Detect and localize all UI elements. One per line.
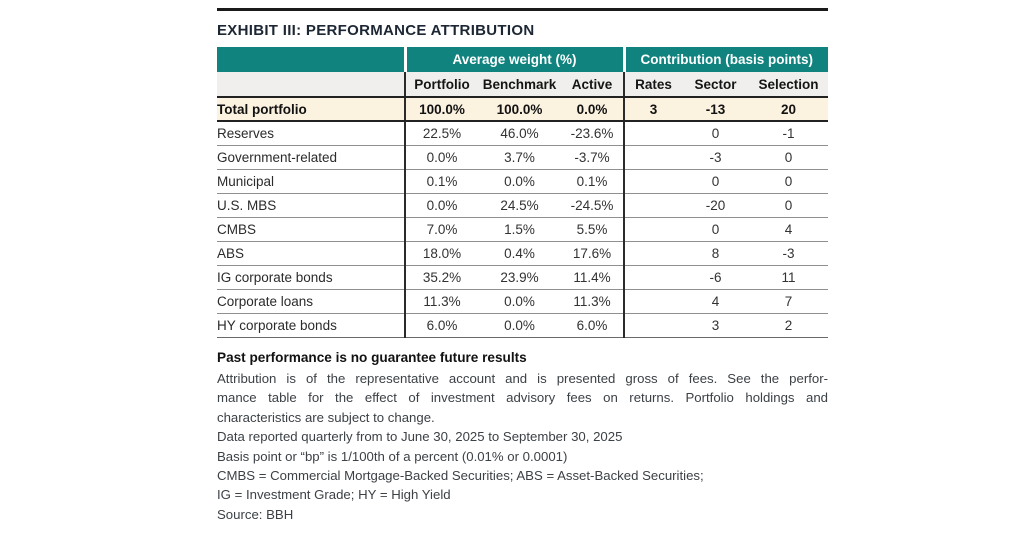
value-cell: 0.1% bbox=[561, 169, 624, 193]
row-label: HY corporate bonds bbox=[217, 313, 405, 337]
value-cell: -3 bbox=[749, 241, 828, 265]
table-row-municipal bbox=[217, 169, 828, 193]
value-cell: -3 bbox=[682, 145, 749, 169]
value-cell: 8 bbox=[682, 241, 749, 265]
table-row-reserves bbox=[217, 121, 828, 145]
row-label: Government-related bbox=[217, 145, 405, 169]
row-label: IG corporate bonds bbox=[217, 265, 405, 289]
value-cell: 100.0% bbox=[478, 97, 561, 121]
value-cell bbox=[624, 241, 682, 265]
value-cell: 0.0% bbox=[405, 145, 478, 169]
column-header-row-label bbox=[217, 72, 405, 97]
value-cell: 7 bbox=[749, 289, 828, 313]
value-cell: 35.2% bbox=[405, 265, 478, 289]
row-label: CMBS bbox=[217, 217, 405, 241]
notes-section bbox=[217, 348, 828, 525]
value-cell: 5.5% bbox=[561, 217, 624, 241]
value-cell: 0 bbox=[749, 193, 828, 217]
note-line: CMBS = Commercial Mortgage-Backed Securities; ABS = Asset-Backed Securities; bbox=[217, 467, 704, 483]
value-cell bbox=[624, 265, 682, 289]
value-cell: 0.0% bbox=[561, 97, 624, 121]
row-label: ABS bbox=[217, 241, 405, 265]
row-label: Reserves bbox=[217, 121, 405, 145]
value-cell: 11.3% bbox=[405, 289, 478, 313]
column-header-portfolio: Portfolio bbox=[405, 72, 478, 97]
group-header-contribution: Contribution (basis points) bbox=[624, 47, 828, 72]
top-rule bbox=[217, 8, 828, 11]
value-cell bbox=[624, 289, 682, 313]
group-header-average-weight: Average weight (%) bbox=[405, 47, 624, 72]
table-row-abs bbox=[217, 241, 828, 265]
exhibit-title: EXHIBIT III: PERFORMANCE ATTRIBUTION bbox=[217, 22, 535, 39]
value-cell bbox=[624, 313, 682, 337]
note-line: Data reported quarterly from to June 30, 2025 to September 30, 2025 bbox=[217, 429, 623, 445]
column-header-active: Active bbox=[561, 72, 624, 97]
value-cell: 2 bbox=[749, 313, 828, 337]
value-cell bbox=[624, 193, 682, 217]
value-cell: 0 bbox=[749, 169, 828, 193]
row-label: Corporate loans bbox=[217, 289, 405, 313]
value-cell: 11.4% bbox=[561, 265, 624, 289]
value-cell: 0.4% bbox=[478, 241, 561, 265]
group-header-spacer bbox=[217, 47, 405, 72]
column-header-rates: Rates bbox=[624, 72, 682, 97]
value-cell: 23.9% bbox=[478, 265, 561, 289]
value-cell: 0.0% bbox=[405, 193, 478, 217]
note-line: characteristics are subject to change. bbox=[217, 409, 435, 425]
value-cell: 7.0% bbox=[405, 217, 478, 241]
content-column bbox=[217, 0, 828, 524]
note-line: Source: BBH bbox=[217, 506, 294, 522]
value-cell bbox=[624, 217, 682, 241]
value-cell: 0.0% bbox=[478, 169, 561, 193]
table-row-ig-corporate-bonds bbox=[217, 265, 828, 289]
value-cell: 24.5% bbox=[478, 193, 561, 217]
table-row-hy-corporate-bonds bbox=[217, 313, 828, 337]
column-header-row bbox=[217, 72, 828, 97]
value-cell: 0 bbox=[749, 145, 828, 169]
table-row-cmbs bbox=[217, 217, 828, 241]
value-cell: -6 bbox=[682, 265, 749, 289]
value-cell: 17.6% bbox=[561, 241, 624, 265]
group-header-row bbox=[217, 47, 828, 72]
note-line: IG = Investment Grade; HY = High Yield bbox=[217, 487, 451, 503]
value-cell: 3 bbox=[682, 313, 749, 337]
value-cell bbox=[624, 145, 682, 169]
value-cell: -13 bbox=[682, 97, 749, 121]
value-cell: 100.0% bbox=[405, 97, 478, 121]
value-cell: 0 bbox=[682, 217, 749, 241]
value-cell: 0.0% bbox=[478, 289, 561, 313]
table-row-corporate-loans bbox=[217, 289, 828, 313]
column-header-sector: Sector bbox=[682, 72, 749, 97]
value-cell: -3.7% bbox=[561, 145, 624, 169]
value-cell: -23.6% bbox=[561, 121, 624, 145]
table-row-total-portfolio bbox=[217, 97, 828, 121]
table-row-government-related bbox=[217, 145, 828, 169]
value-cell bbox=[624, 121, 682, 145]
value-cell: 46.0% bbox=[478, 121, 561, 145]
value-cell: 3 bbox=[624, 97, 682, 121]
value-cell: 18.0% bbox=[405, 241, 478, 265]
value-cell: 0.0% bbox=[478, 313, 561, 337]
row-label: Municipal bbox=[217, 169, 405, 193]
value-cell: -20 bbox=[682, 193, 749, 217]
table-row-us-mbs bbox=[217, 193, 828, 217]
value-cell: 0.1% bbox=[405, 169, 478, 193]
value-cell: 6.0% bbox=[561, 313, 624, 337]
value-cell: -24.5% bbox=[561, 193, 624, 217]
note-line: Attribution is of the representative account and is presented gross of fees. See the perfor- bbox=[217, 370, 828, 386]
value-cell: 22.5% bbox=[405, 121, 478, 145]
value-cell: 0 bbox=[682, 121, 749, 145]
note-headline: Past performance is no guarantee future results bbox=[217, 349, 527, 365]
value-cell: 4 bbox=[749, 217, 828, 241]
column-header-selection: Selection bbox=[749, 72, 828, 97]
attribution-table bbox=[217, 47, 828, 338]
note-line: Basis point or “bp” is 1/100th of a percent (0.01% or 0.0001) bbox=[217, 448, 568, 464]
value-cell: 1.5% bbox=[478, 217, 561, 241]
value-cell: 3.7% bbox=[478, 145, 561, 169]
value-cell: 6.0% bbox=[405, 313, 478, 337]
note-line: mance table for the effect of investment advisory fees on returns. Portfolio holdings and bbox=[217, 390, 828, 406]
value-cell bbox=[624, 169, 682, 193]
value-cell: 11.3% bbox=[561, 289, 624, 313]
row-label: Total portfolio bbox=[217, 97, 405, 121]
value-cell: 0 bbox=[682, 169, 749, 193]
column-header-benchmark: Benchmark bbox=[478, 72, 561, 97]
value-cell: -1 bbox=[749, 121, 828, 145]
value-cell: 4 bbox=[682, 289, 749, 313]
value-cell: 11 bbox=[749, 265, 828, 289]
value-cell: 20 bbox=[749, 97, 828, 121]
row-label: U.S. MBS bbox=[217, 193, 405, 217]
